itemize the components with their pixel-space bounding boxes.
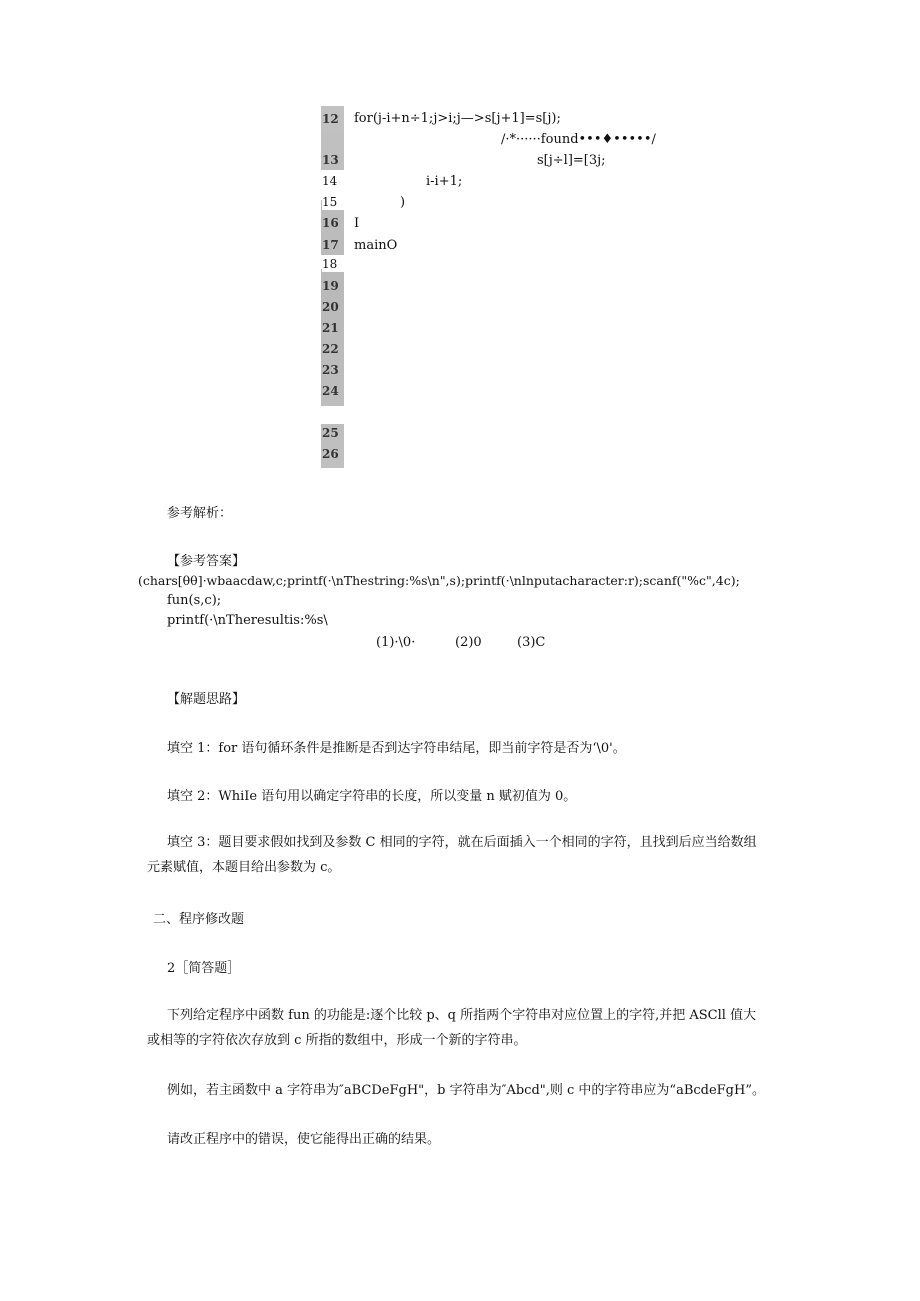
line-number: 16 [322, 216, 339, 230]
line-number: 12 [322, 112, 339, 126]
answer-heading: 【参考答案】 [167, 554, 246, 569]
line-number: 25 [322, 426, 339, 440]
line-number: 19 [322, 279, 339, 293]
solution-blank-2: 填空 2：WhiIe 语句用以确定字符串的长度，所以变量 n 赋初值为 0。 [167, 789, 577, 804]
line-number: 14 [322, 173, 344, 189]
line-number: 22 [322, 342, 339, 356]
code-line-12: for(j-i+n÷1;j>i;j—>s[j+1]=s[j); [354, 111, 561, 126]
question-label: 2［简答题］ [167, 961, 241, 976]
answer-blank-2: (2)0 [455, 635, 482, 650]
line-number: 13 [322, 153, 339, 167]
line-number: 15 [322, 194, 344, 210]
line-number: 26 [322, 447, 339, 461]
question-example: 例如，若主函数中 a 字符串为″aBCDeFgH"，b 字符串为″Abcd",则 c 中的字符串应为“aBcdeFgH”。 [167, 1083, 765, 1098]
solution-blank-3: 填空 3：题目要求假如找到及参数 C 相同的字符，就在后面插入一个相同的字符，且找到后应当给数组元素赋值，本题目给出参数为 c。 [147, 835, 757, 875]
code-comment: /·*······found•••♦•••••/ [501, 132, 656, 147]
line-number: 23 [322, 363, 339, 377]
question-description: 下列给定程序中函数 fun 的功能是:逐个比较 p、q 所指两个字符串对应位置上的字符,并把 ASCll 值大或相等的字符依次存放到 c 所指的数组中，形成一个新的字符串。 [147, 1008, 757, 1048]
line-number: 17 [322, 238, 339, 252]
reference-analysis-label: 参考解析： [167, 506, 233, 521]
line-number: 24 [322, 384, 339, 398]
answer-blank-3: (3)C [517, 635, 546, 650]
answer-code-line: fun(s,c); [167, 593, 222, 608]
solution-heading: 【解题思路】 [167, 692, 246, 707]
solution-blank-1: 填空 1：for 语句循环条件是推断是否到达字符串结尾，即当前字符是否为‘\0'。 [167, 741, 626, 756]
line-number: 18 [322, 256, 344, 272]
code-line-15: ) [400, 195, 406, 210]
line-number: 20 [322, 300, 339, 314]
code-line-17: mainO [354, 238, 398, 253]
code-line-16: I [354, 216, 360, 231]
answer-code-line: printf(·\nTheresultis:%s\ [167, 613, 328, 628]
code-line-13: s[j÷l]=[3j; [537, 153, 606, 168]
question-instruction: 请改正程序中的错误，使它能得出正确的结果。 [167, 1132, 441, 1147]
gutter-gap [321, 406, 344, 424]
answer-code-line: (chars[θθ]·wbaacdaw,c;printf(·\nThestring:%s\n",s);printf(·\nlnputacharacter:r);scanf("%c",4c); [138, 573, 740, 588]
section-heading: 二、程序修改题 [153, 912, 245, 927]
line-number: 21 [322, 321, 339, 335]
answer-blank-1: (1)·\0· [376, 635, 416, 650]
code-line-14: i-i+1; [426, 174, 463, 189]
